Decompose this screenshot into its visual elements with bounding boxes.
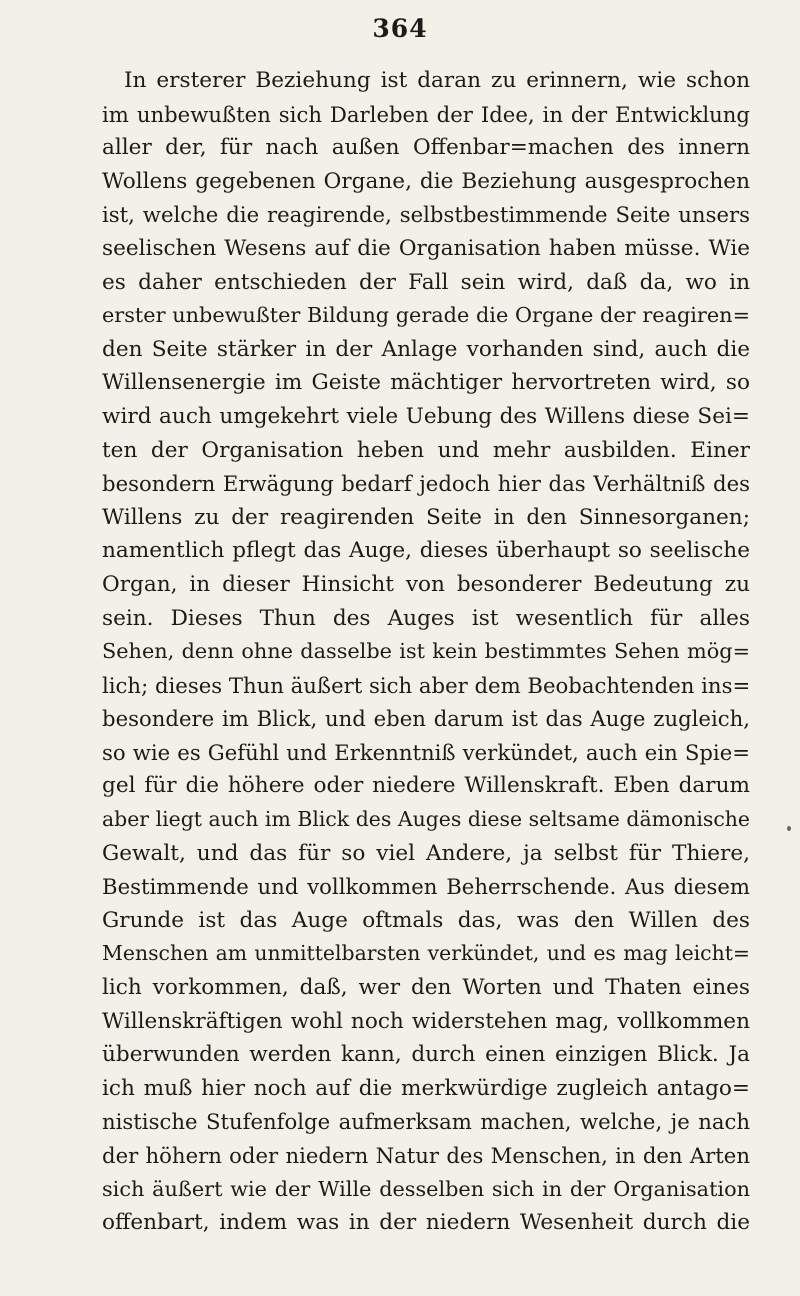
text-line: im unbewußten sich Darleben der Idee, in der Entwicklung xyxy=(102,101,750,127)
text-line: es daher entschieden der Fall sein wird, daß da, wo in xyxy=(102,269,750,295)
text-line: sich äußert wie der Wille desselben sich in der Organisation xyxy=(102,1176,750,1201)
text-line: ist, welche die reagirende, selbstbestimmende Seite unsers xyxy=(102,202,750,228)
text-line: besondern Erwägung bedarf jedoch hier das Verhältniß des xyxy=(102,471,750,497)
text-line: nistische Stufenfolge aufmerksam machen, welche, je nach xyxy=(102,1109,750,1135)
text-line: ich muß hier noch auf die merkwürdige zugleich antago= xyxy=(102,1075,750,1101)
text-line: überwunden werden kann, durch einen einzigen Blick. Ja xyxy=(102,1042,750,1068)
text-line: sein. Dieses Thun des Auges ist wesentlich für alles xyxy=(102,605,750,631)
text-line: aber liegt auch im Blick des Auges diese seltsame dämonische xyxy=(102,807,750,832)
text-line: aller der, für nach außen Offenbar=machen des innern xyxy=(102,135,750,161)
text-line: Willenskräftigen wohl noch widerstehen mag, vollkommen xyxy=(102,1008,750,1034)
text-line: erster unbewußter Bildung gerade die Organe der reagiren= xyxy=(102,303,750,328)
text-line: wird auch umgekehrt viele Uebung des Willens diese Sei= xyxy=(102,403,750,429)
text-line: Sehen, denn ohne dasselbe ist kein bestimmtes Sehen mög= xyxy=(102,639,750,664)
page-number: 364 xyxy=(372,14,428,43)
text-line: Grunde ist das Auge oftmals das, was den Willen des xyxy=(102,907,750,933)
text-line: Menschen am unmittelbarsten verkündet, und es mag leicht= xyxy=(102,941,750,966)
text-line: Willensenergie im Geiste mächtiger hervortreten wird, so xyxy=(102,370,750,396)
text-line: besondere im Blick, und eben darum ist das Auge zugleich, xyxy=(102,706,750,732)
text-line: Bestimmende und vollkommen Beherrschende. Aus diesem xyxy=(102,874,750,900)
text-line: den Seite stärker in der Anlage vorhanden sind, auch die xyxy=(102,336,750,362)
text-line: der höhern oder niedern Natur des Menschen, in den Arten xyxy=(102,1143,750,1168)
body-text xyxy=(102,64,750,1240)
text-line: namentlich pflegt das Auge, dieses überhaupt so seelische xyxy=(102,538,750,564)
text-line: gel für die höhere oder niedere Willenskraft. Eben darum xyxy=(102,773,750,799)
text-line: Gewalt, und das für so viel Andere, ja selbst für Thiere, xyxy=(102,840,750,866)
text-line: ten der Organisation heben und mehr ausbilden. Einer xyxy=(102,437,750,463)
text-line: lich vorkommen, daß, wer den Worten und Thaten eines xyxy=(102,975,750,1001)
text-line: Wollens gegebenen Organe, die Beziehung ausgesprochen xyxy=(102,168,750,194)
text-line: Organ, in dieser Hinsicht von besonderer Bedeutung zu xyxy=(102,571,750,597)
text-line: lich; dieses Thun äußert sich aber dem Beobachtenden ins= xyxy=(102,672,750,698)
text-line: so wie es Gefühl und Erkenntniß verkündet, auch ein Spie= xyxy=(102,739,750,765)
text-line: offenbart, indem was in der niedern Wesenheit durch die xyxy=(102,1210,750,1236)
text-line: Willens zu der reagirenden Seite in den Sinnesorganen; xyxy=(102,504,750,530)
ink-speck xyxy=(787,826,791,831)
text-line: In ersterer Beziehung ist daran zu erinnern, wie schon xyxy=(124,68,750,93)
text-line: seelischen Wesens auf die Organisation haben müsse. Wie xyxy=(102,235,750,261)
